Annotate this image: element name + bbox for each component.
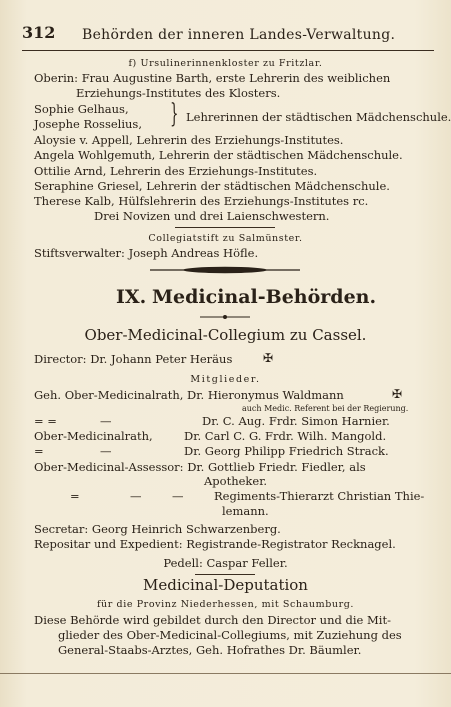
text-line: Apotheker. xyxy=(204,474,268,488)
text-line: Repositar und Expedient: Registrande-Registrator Recknagel. xyxy=(34,537,396,551)
text-line: Stiftsverwalter: Joseph Andreas Höfle. xyxy=(34,246,259,260)
brace: } xyxy=(170,99,179,129)
ditto-mark: = xyxy=(34,444,44,458)
ditto-mark: = xyxy=(70,489,80,503)
text-line: Diese Behörde wird gebildet durch den Director und die Mit- xyxy=(34,613,391,627)
text-line: Josephe Rosselius, xyxy=(34,117,142,131)
text-line: Ober-Medicinalrath, xyxy=(34,429,153,443)
text-line: Therese Kalb, Hülfslehrerin des Erziehungs-Institutes rc. xyxy=(34,194,369,208)
collegium-title: Ober-Medicinal-Collegium zu Cassel. xyxy=(84,326,367,344)
kloster-heading: f) Ursulinerinnenkloster zu Fritzlar. xyxy=(128,58,323,69)
section-title: Medicinal-Behörden. xyxy=(152,286,377,308)
ornamental-rule xyxy=(0,263,451,277)
header-rule xyxy=(22,50,434,51)
members-heading: Mitglieder. xyxy=(190,374,261,385)
text-line: Secretar: Georg Heinrich Schwarzenberg. xyxy=(34,522,281,536)
text-line: Geh. Ober-Medicinalrath, Dr. Hieronymus Waldmann xyxy=(34,388,344,402)
dash: — xyxy=(130,489,142,503)
deputation-subtitle: für die Provinz Niederhessen, mit Schaumburg. xyxy=(96,599,355,610)
text-line: Seraphine Griesel, Lehrerin der städtischen Mädchenschule. xyxy=(34,179,390,193)
text-line: Aloysie v. Appell, Lehrerin des Erziehungs-Institutes. xyxy=(34,133,344,147)
text-line: Dr. Georg Philipp Friedrich Strack. xyxy=(184,444,389,458)
dash: — xyxy=(172,489,184,503)
text-line: Pedell: Caspar Feller. xyxy=(163,556,288,570)
text-line: Ober-Medicinal-Assessor: Dr. Gottlieb Friedr. Fiedler, als xyxy=(34,460,366,474)
divider xyxy=(195,574,255,575)
ditto-mark: = = xyxy=(34,414,57,428)
text-line: Dr. C. Aug. Frdr. Simon Harnier. xyxy=(202,414,390,428)
text-line: Ottilie Arnd, Lehrerin des Erziehungs-Institutes. xyxy=(34,164,318,178)
text-line: Dr. Carl C. G. Frdr. Wilh. Mangold. xyxy=(184,429,387,443)
running-header: Behörden der inneren Landes-Verwaltung. xyxy=(82,27,396,43)
dash: — xyxy=(100,444,112,458)
dash: — xyxy=(100,414,112,428)
text-line: Director: Dr. Johann Peter Heräus xyxy=(34,352,233,366)
section-ornament xyxy=(0,312,451,322)
section-number: IX. xyxy=(116,286,147,308)
page-number: 312 xyxy=(22,23,56,42)
stift-heading: Collegiatstift zu Salmünster. xyxy=(148,233,303,244)
text-line: glieder des Ober-Medicinal-Collegiums, mit Zuziehung des xyxy=(58,628,402,642)
text-line: Sophie Gelhaus, xyxy=(34,102,129,116)
cross-icon: ✠ xyxy=(392,387,403,401)
text-line: Lehrerinnen der städtischen Mädchenschule. xyxy=(186,110,451,124)
text-line: Regiments-Thierarzt Christian Thie- xyxy=(214,489,425,503)
text-line: Oberin: Frau Augustine Barth, erste Lehrerin des weiblichen xyxy=(34,71,391,85)
text-line: lemann. xyxy=(222,504,269,518)
divider xyxy=(175,227,275,228)
cross-icon: ✠ xyxy=(263,351,274,365)
text-line: Drei Novizen und drei Laienschwestern. xyxy=(94,209,330,223)
text-line: General-Staabs-Arztes, Geh. Hofrathes Dr. Bäumler. xyxy=(58,643,362,657)
deputation-title: Medicinal-Deputation xyxy=(143,576,308,594)
text-line: Erziehungs-Institutes des Klosters. xyxy=(76,86,281,100)
text-line: auch Medic. Referent bei der Regierung. xyxy=(242,404,409,413)
text-line: Angela Wohlgemuth, Lehrerin der städtischen Mädchenschule. xyxy=(34,148,403,162)
bottom-rule xyxy=(0,673,451,674)
